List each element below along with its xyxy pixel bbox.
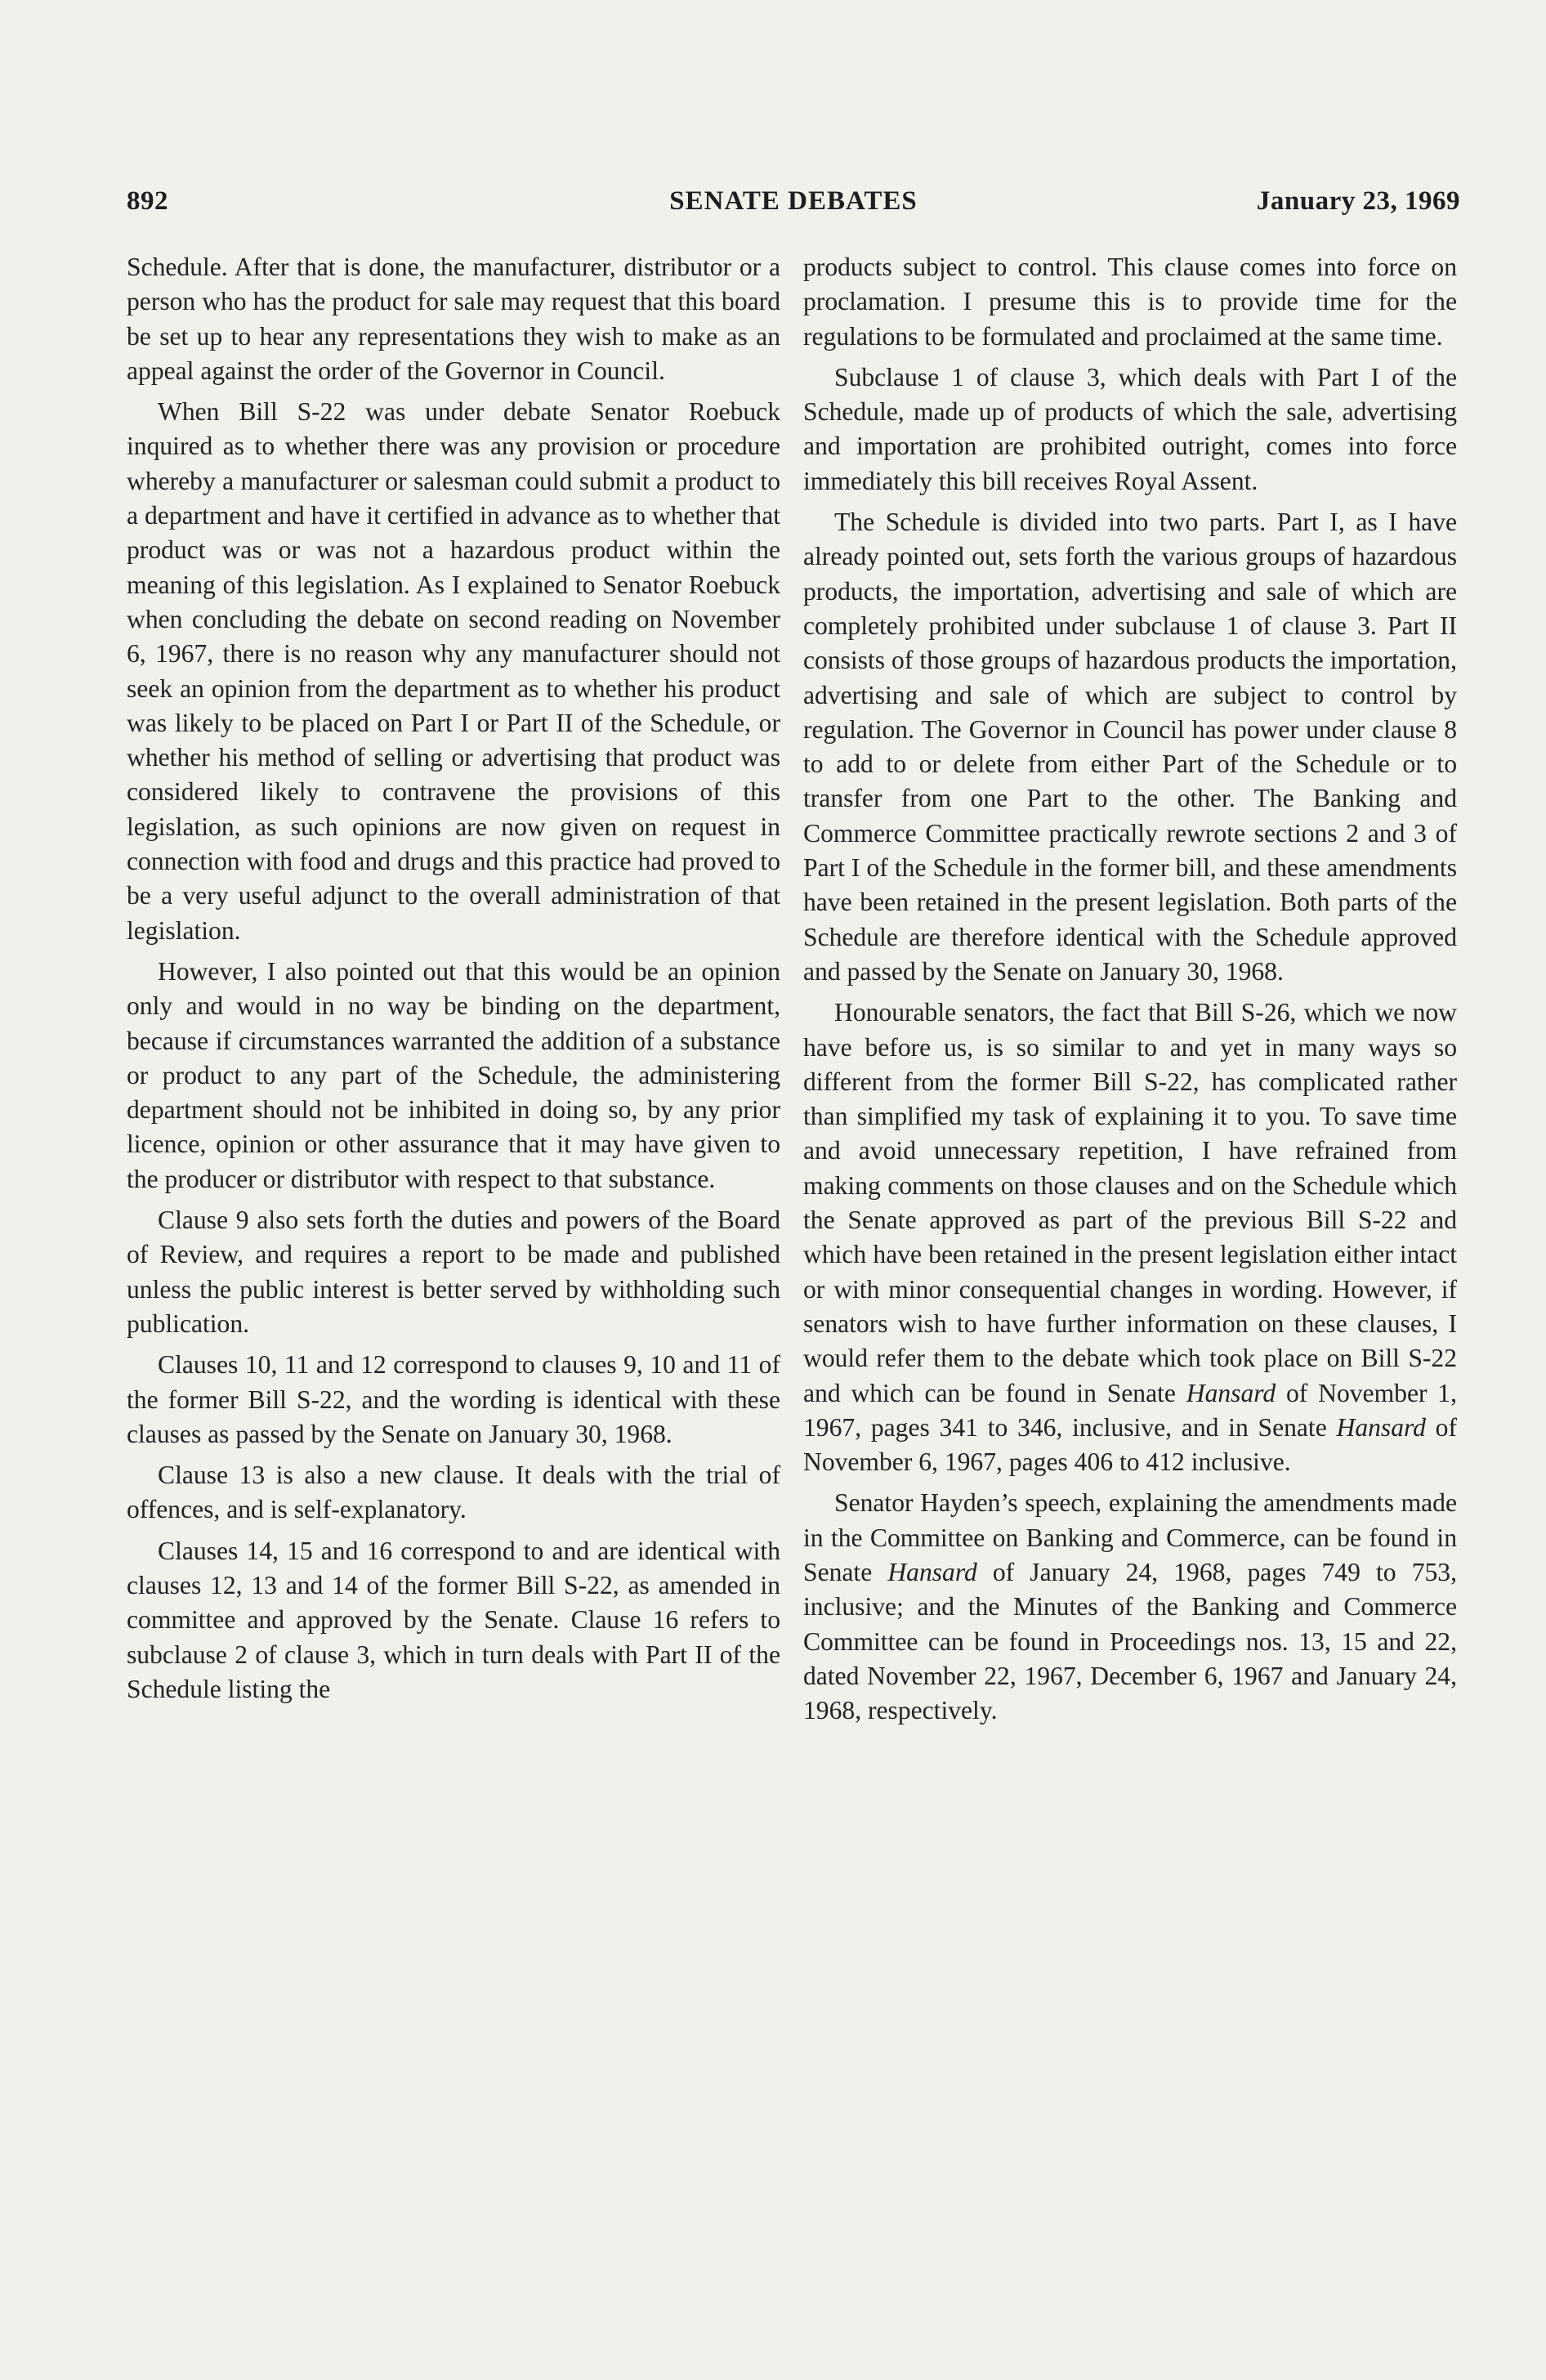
paragraph: Clause 9 also sets forth the duties and powers of the Board of Review, and requires a report to be made and published unless the public interest is better served by withholding such publication. — [127, 1206, 780, 1338]
paragraph: Clause 13 is also a new clause. It deals with the trial of offences, and is self-explanatory. — [127, 1461, 780, 1524]
paragraph: Schedule. After that is done, the manufacturer, distributor or a person who has the product for sale may request that this board be set up to hear any representations they wish to make as an appeal against the order of the Governor in Council. — [127, 253, 780, 385]
paragraph: Subclause 1 of clause 3, which deals with Part I of the Schedule, made up of products of which the sale, advertising and importation are prohibited outright, comes into force immediately this bill receives Royal Assent. — [803, 362, 1457, 495]
page-number: 892 — [127, 186, 168, 216]
publication-title: SENATE DEBATES — [669, 186, 918, 216]
paragraph-text: of January 24, 1968, pages 749 to 753, inclusive; and the Minutes of the Banking and Commerce Committee can be found in Proceedings nos. 13, 15 and 22, dated November 22, 1967, December 6, 1967 and January 24, 1968, respectively. — [803, 1557, 1457, 1725]
paragraph — [803, 1486, 1457, 1728]
paragraph-text: of November 6, 1967, pages 406 to 412 inclusive. — [803, 1412, 1458, 1477]
paragraph-text: Honourable senators, the fact that Bill S-26, which we now have before us, is so similar to and yet in many ways so different from the former Bill S-22, has complicated rather than simplified my task of explaining it to you. To save time and avoid unnecessary repetition, I have refrained from making comments on those clauses and on the Schedule which the Senate approved as part of the previous Bill S-22 and which have been retained in the present legislation either intact or with minor consequential changes in wording. However, if senators wish to have further information on these clauses, I would refer them to the debate which took place on Bill S-22 and which can be found in Senate — [803, 998, 1457, 1407]
left-column — [127, 250, 780, 1713]
publication-name: Hansard — [1186, 1378, 1276, 1407]
publication-name: Hansard — [1336, 1412, 1426, 1442]
paragraph: Clauses 14, 15 and 16 correspond to and are identical with clauses 12, 13 and 14 of the former Bill S-22, as amended in committee and approved by the Senate. Clause 16 refers to subclause 2 of clause 3, which in turn deals with Part II of the Schedule listing the — [127, 1536, 780, 1703]
paragraph: However, I also pointed out that this would be an opinion only and would in no way be binding on the department, because if circumstances warranted the addition of a substance or product to any part of the Schedule, the administering department should not be inhibited in doing so, by any prior licence, opinion or other assurance that it may have given to the producer or distributor with respect to that substance. — [127, 956, 780, 1193]
publication-name: Hansard — [887, 1557, 977, 1586]
paragraph: products subject to control. This clause comes into force on proclamation. I presume this is to provide time for the regulations to be formulated and proclaimed at the same time. — [803, 253, 1457, 351]
paragraph: Clauses 10, 11 and 12 correspond to clauses 9, 10 and 11 of the former Bill S-22, and the wording is identical with these clauses as passed by the Senate on January 30, 1968. — [127, 1350, 780, 1448]
running-head — [127, 186, 1460, 227]
paragraph: When Bill S-22 was under debate Senator Roebuck inquired as to whether there was any provision or procedure whereby a manufacturer or salesman could submit a product to a department and have it certified in advance as to whether that product was or was not a hazardous product within the meaning of this legislation. As I explained to Senator Roebuck when concluding the debate on second reading on November 6, 1967, there is no reason why any manufacturer should not seek an opinion from the department as to whether his product was likely to be placed on Part I or Part II of the Schedule, or whether his method of selling or advertising that product was considered likely to contravene the provisions of this legislation, as such opinions are now given on request in connection with food and drugs and this practice had proved to be a very useful adjunct to the overall administration of that legislation. — [127, 397, 780, 945]
paragraph-text: Senator Hayden’s speech, explaining the amendments made in the Committee on Banking and Commerce, can be found in Senate — [803, 1488, 1457, 1586]
paragraph: The Schedule is divided into two parts. Part I, as I have already pointed out, sets forth the various groups of hazardous products, the importation, advertising and sale of which are completely prohibited under subclause 1 of clause 3. Part II consists of those groups of hazardous products the importation, advertising and sale of which are subject to control by regulation. The Governor in Council has power under clause 8 to add to or delete from either Part of the Schedule or to transfer from one Part to the other. The Banking and Commerce Committee practically rewrote sections 2 and 3 of Part I of the Schedule in the former bill, and these amendments have been retained in the present legislation. Both parts of the Schedule are therefore identical with the Schedule approved and passed by the Senate on January 30, 1968. — [803, 508, 1457, 986]
right-column — [803, 250, 1457, 1734]
paragraph — [803, 995, 1457, 1479]
paragraph-text: of November 1, 1967, pages 341 to 346, inclusive, and in Senate — [803, 1378, 1457, 1442]
issue-date: January 23, 1969 — [1256, 186, 1460, 216]
